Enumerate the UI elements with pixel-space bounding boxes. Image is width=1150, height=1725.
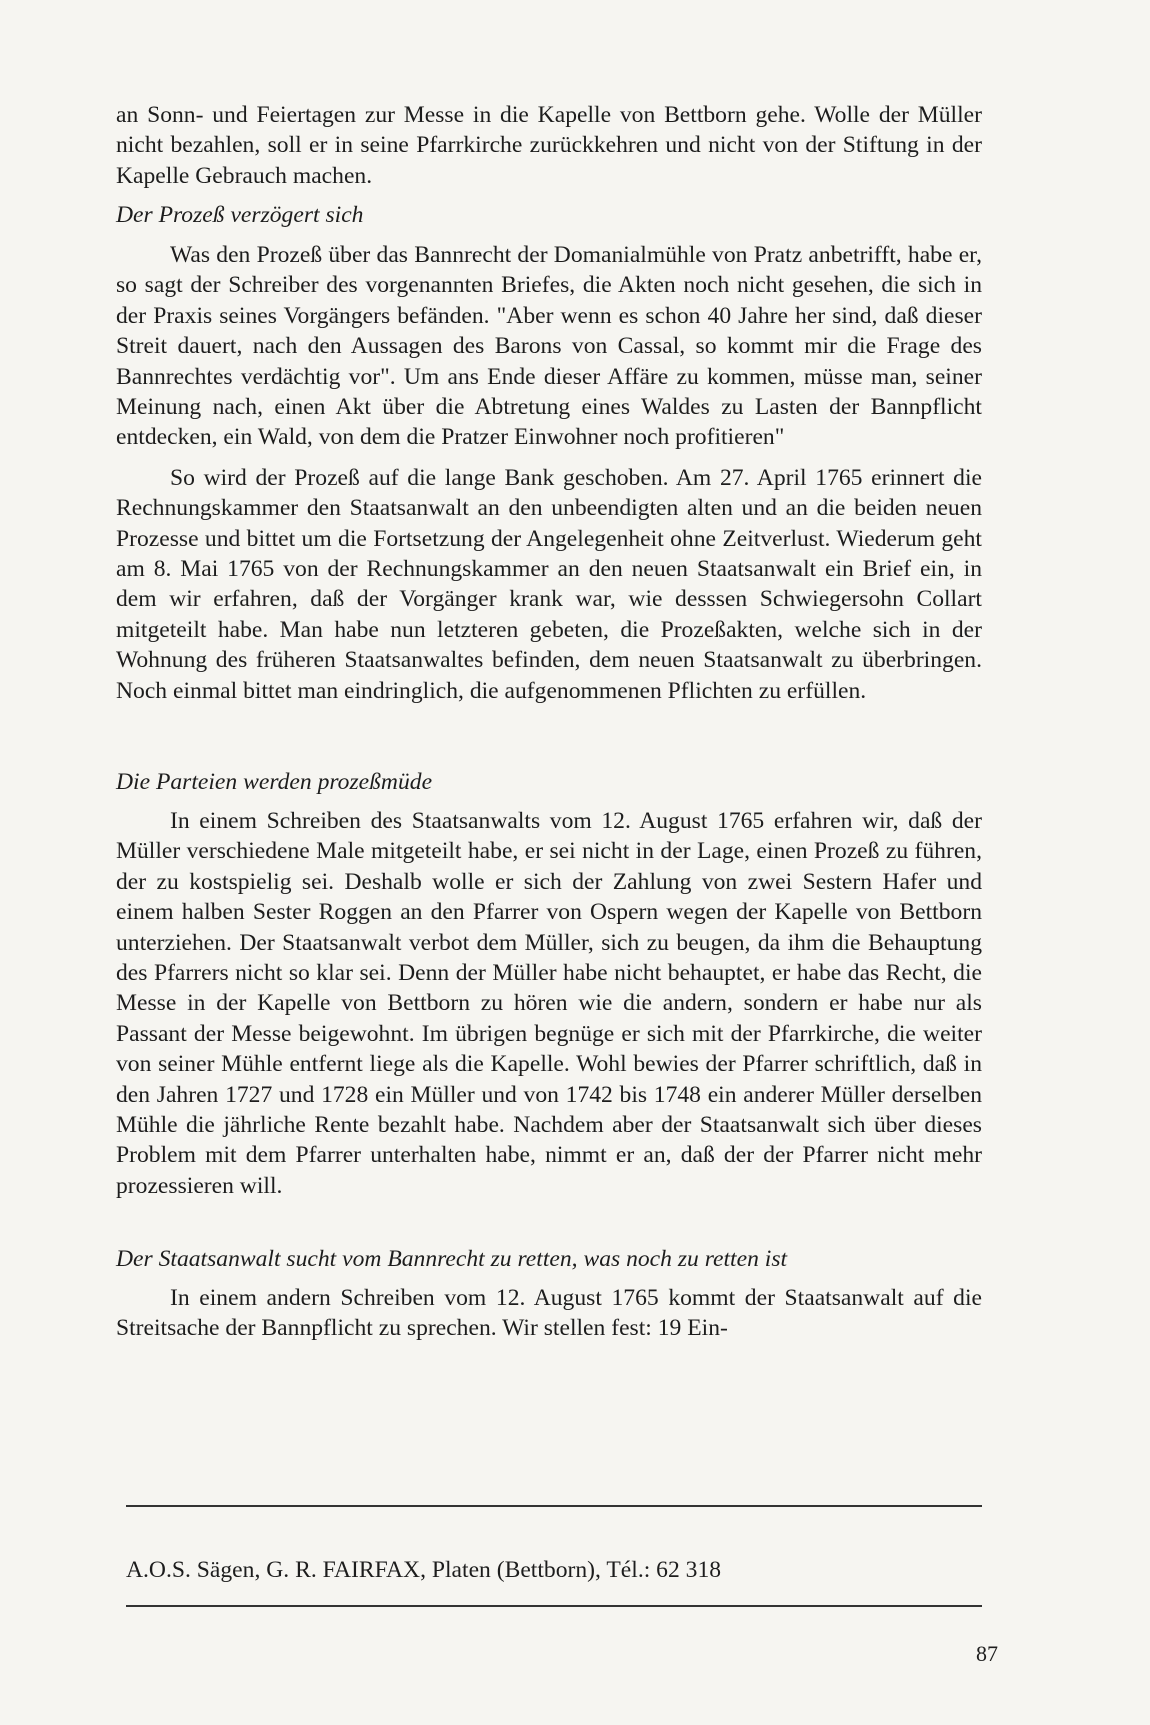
section-prozess-verzoegert — [116, 200, 982, 706]
paragraph: So wird der Prozeß auf die lange Bank geschoben. Am 27. April 1765 erinnert die Rechnungskammer den Staatsanwalt an den unbeendigten alten und an die beiden neuen Prozesse und bittet um die Fortsetzung der Angelegenheit ohne Zeitverlust. Wiederum geht am 8. Mai 1765 von der Rechnungskammer an den neuen Staatsanwalt ein Brief ein, in dem wir erfahren, daß der Vorgänger krank war, wie desssen Schwiegersohn Collart mitgeteilt habe. Man habe nun letzteren gebeten, die Prozeßakten, welche sich in der Wohnung des früheren Staatsanwaltes befinden, dem neuen Staatsanwalt zu überbringen. Noch einmal bittet man eindringlich, die aufgenommenen Pflichten zu erfüllen. — [116, 464, 982, 704]
footer-rule-top — [126, 1505, 982, 1507]
paragraph: Was den Prozeß über das Bannrecht der Domanialmühle von Pratz anbetrifft, habe er, so sagt der Schreiber des vorgenannten Briefes, die Akten noch nicht gesehen, die sich in der Praxis seines Vorgängers befänden. "Aber wenn es schon 40 Jahre her sind, daß dieser Streit dauert, nach den Aussagen des Barons von Cassal, so kommt mir die Frage des Bannrechtes verdächtig vor". Um ans Ende dieser Affäre zu kommen, müsse man, seiner Meinung nach, einen Akt über die Abtretung eines Waldes zu Lasten der Bannpflicht entdecken, ein Wald, von dem die Pratzer Einwohner noch profitieren" — [116, 242, 982, 451]
footer-rule-bottom — [126, 1605, 982, 1607]
section-heading: Die Parteien werden prozeßmüde — [116, 769, 433, 795]
paragraph-continuation: an Sonn- und Feiertagen zur Messe in die Kapelle von Bettborn gehe. Wolle der Müller nicht bezahlen, soll er in seine Pfarrkirche zurückkehren und nicht von der Stiftung in der Kapelle Gebrauch machen. — [116, 102, 982, 189]
paragraph: In einem andern Schreiben vom 12. August 1765 kommt der Staatsanwalt auf die Streitsache der Bannpflicht zu sprechen. Wir stellen fest: 19 Ein- — [116, 1285, 982, 1342]
paragraph: In einem Schreiben des Staatsanwalts vom 12. August 1765 erfahren wir, daß der Müller verschiedene Male mitgeteilt habe, er sei nicht in der Lage, einen Prozeß zu führen, der zu kostspielig sei. Deshalb wolle er sich der Zahlung von zwei Sestern Hafer und einem halben Sester Roggen an den Pfarrer von Ospern wegen der Kapelle von Bettborn unterziehen. Der Staatsanwalt verbot dem Müller, sich zu beugen, da ihm die Behauptung des Pfarrers nicht so klar sei. Denn der Müller habe nicht behauptet, er habe das Recht, die Messe in der Kapelle von Bettborn zu hören wie die andern, sondern er habe nur als Passant der Messe beigewohnt. Im übrigen begnüge er sich mit der Pfarrkirche, die weiter von seiner Mühle entfernt liege als die Kapelle. Wohl bewies der Pfarrer schriftlich, daß in den Jahren 1727 und 1728 ein Müller und von 1742 bis 1748 ein anderer Müller derselben Mühle die jährliche Rente bezahlt habe. Nachdem aber der Staatsanwalt sich über dieses Problem mit dem Pfarrer unterhalten habe, nimmt er an, daß der der Pfarrer nicht mehr prozessieren will. — [116, 808, 982, 1199]
section-heading: Der Staatsanwalt sucht vom Bannrecht zu retten, was noch zu retten ist — [116, 1246, 788, 1272]
section-staatsanwalt-bannrecht — [116, 1244, 982, 1344]
advertisement-footer: A.O.S. Sägen, G. R. FAIRFAX, Platen (Bettborn), Tél.: 62 318 — [126, 1557, 722, 1583]
section-parteien-prozessmuede — [116, 767, 982, 1201]
page-number: 87 — [976, 1641, 998, 1666]
body-text-top — [116, 100, 982, 191]
section-heading: Der Prozeß verzögert sich — [116, 202, 364, 228]
